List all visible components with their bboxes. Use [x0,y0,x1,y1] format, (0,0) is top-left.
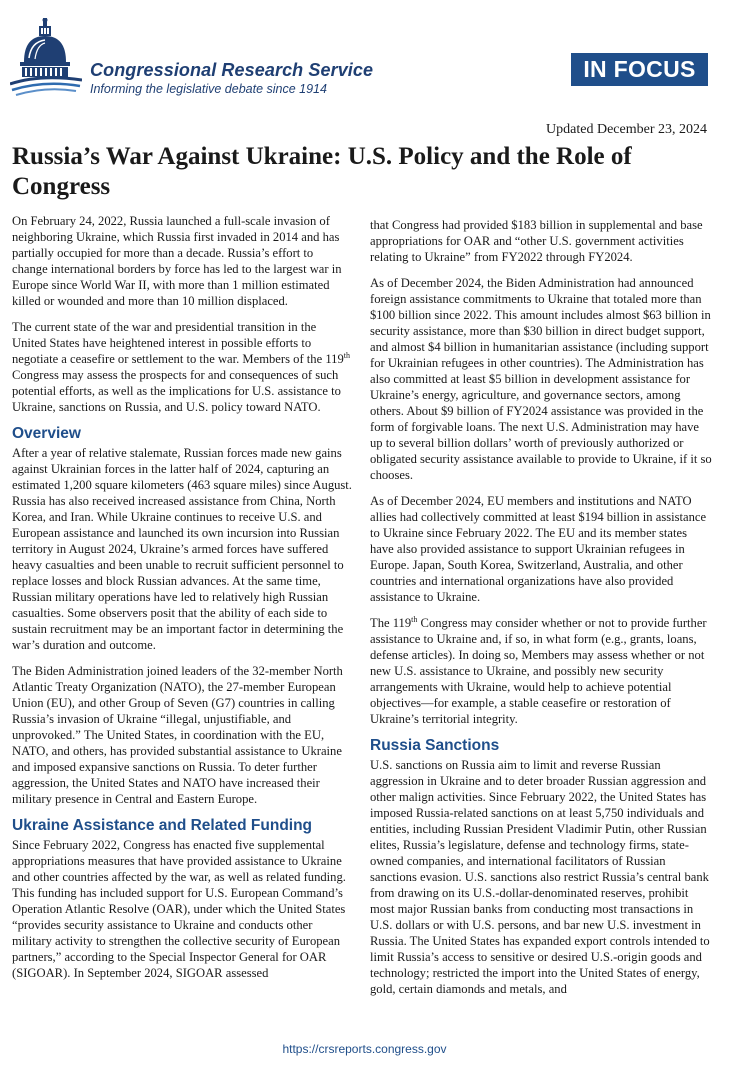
org-name: Congressional Research Service [90,60,374,80]
section-heading-sanctions: Russia Sanctions [370,737,500,754]
intro-paragraph: On February 24, 2022, Russia launched a full-scale invasion of neighboring Ukraine, which Russia first invaded in 2014 and has partially occupied for more than a decade. Russia’s effort to change international borders by force has led to the largest war in Europe since World War II, with more than 1 million estimated killed or wounded and more than 10 million displaced. [12,214,342,308]
org-tagline: Informing the legislative debate since 1914 [90,82,327,96]
body-paragraph: As of December 2024, the Biden Administration had announced foreign assistance commitments to Ukraine that totaled more than $100 billion since 2022. This amount includes almost $63 billion in security assistance, more than $30 billion in direct budget support, and almost $4 billion in humanitarian assistance (including support for Ukrainian refugees in other countries). The Administration has also committed at least $5 billion in development assistance for Ukraine’s energy, agriculture, and governance sectors, among others. About $9 billion of FY2024 assistance was provided in the form of forgivable loans. The next U.S. Administration may have up to several billion dollars’ worth of previously authorized or obligated security assistance available to provide to Ukraine, if it so chooses. [370,276,712,482]
section-heading-overview: Overview [12,425,81,442]
body-paragraph: As of December 2024, EU members and institutions and NATO allies had collectively committed at least $194 billion in assistance to Ukraine since February 2022. The EU and its member states have also provided assistance to support Ukrainian refugees in Europe. Japan, South Korea, Switzerland, Australia, and other countries and international organizations have also provided assistance to Ukraine. [370,494,707,604]
updated-date: Updated December 23, 2024 [546,122,707,137]
body-paragraph: Since February 2022, Congress has enacted five supplemental appropriations measures that have provided assistance to Ukraine and other countries affected by the war, as well as related funding. This funding has included support for U.S. European Command’s Operation Atlantic Resolve (OAR), under which the United States “provides security assistance to Ukraine and conducts other military activity to strengthen the collective security of European partners,” according to the Special Inspector General for OAR (SIGOAR). In September 2024, SIGOAR assessed [12,838,346,980]
left-column [12,213,352,991]
page-title: Russia’s War Against Ukraine: U.S. Policy and the Role of Congress [12,143,632,200]
body-paragraph: The Biden Administration joined leaders of the 32-member North Atlantic Treaty Organization (NATO), the 27-member European Union (EU), and other Group of Seven (G7) countries in calling Russia’s invasion of Ukraine “illegal, unjustifiable, and unprovoked.” The United States, in coordination with the EU, NATO, and others, has provided substantial assistance to Ukraine and imposed expansive sanctions on Russia. To deter further aggression, the United States and NATO have increased their military presence in Central and Eastern Europe. [12,664,343,806]
body-paragraph: The 119th Congress may consider whether or not to provide further assistance to Ukraine and, if so, in what form (e.g., grants, loans, defense articles). In doing so, Members may assess whether or not new U.S. assistance to Ukraine, and possibly new security arrangements with Ukraine, would help to achieve potential objectives—for example, a stable ceasefire or restoration of Ukraine’s territorial integrity. [370,614,707,726]
footer-link[interactable]: https://crsreports.congress.gov [282,1042,447,1056]
body-paragraph: U.S. sanctions on Russia aim to limit and reverse Russian aggression in Ukraine and to deter broader Russian aggression and other malign activities. Since February 2022, the United States has imposed Russia-related sanctions on at least 5,750 individuals and entities, including Russian President Vladimir Putin, other Russian elites, Russia’s legislature, defense and technology firms, state-owned companies, and international facilitators of Russian sanctions evasion. U.S. sanctions also restrict Russia’s central bank from drawing on its U.S.-dollar-denominated reserves, prohibit most major Russian banks from conducting most transactions in U.S. dollars or with U.S. persons, and bar new U.S. investment in Russia. The United States has expanded export controls intended to limit Russia’s access to sensitive or desired U.S.-origin goods and technology; restricted the import into the United States of energy, gold, certain diamonds and metals, and [370,758,710,996]
section-heading-assistance: Ukraine Assistance and Related Funding [12,817,313,834]
in-focus-badge: IN FOCUS [571,53,708,86]
right-column [370,217,713,1007]
capitol-dome-icon [10,18,82,96]
body-paragraph: that Congress had provided $183 billion in supplemental and base appropriations for OAR and “other U.S. government activities relating to Ukraine” from FY2022 through FY2024. [370,218,703,264]
intro-paragraph: The current state of the war and presidential transition in the United States have heightened interest in possible efforts to negotiate a ceasefire or settlement to the war. Members of the 119th Congress may assess the prospects for and consequences of such potential efforts, as well as the implications for U.S. assistance to Ukraine, sanctions on Russia, and U.S. policy toward NATO. [12,320,350,414]
body-paragraph: After a year of relative stalemate, Russian forces made new gains against Ukrainian forces in the latter half of 2024, capturing an estimated 1,200 square kilometers (463 square miles) since August. Russia has also received increased assistance from China, North Korea, and Iran. While Ukraine continues to receive U.S. and European assistance and launched its own incursion into Russian territory in August 2024, Ukraine’s armed forces have suffered heavy casualties and been unable to recruit sufficient personnel to replace losses and block Russian advances. At the same time, Russian military operations have led to relatively high Russian casualties. Some observers posit that the ability of each side to sustain recruitment may be an important factor in determining the war’s duration and outcome. [12,446,352,652]
document-header [0,0,729,110]
